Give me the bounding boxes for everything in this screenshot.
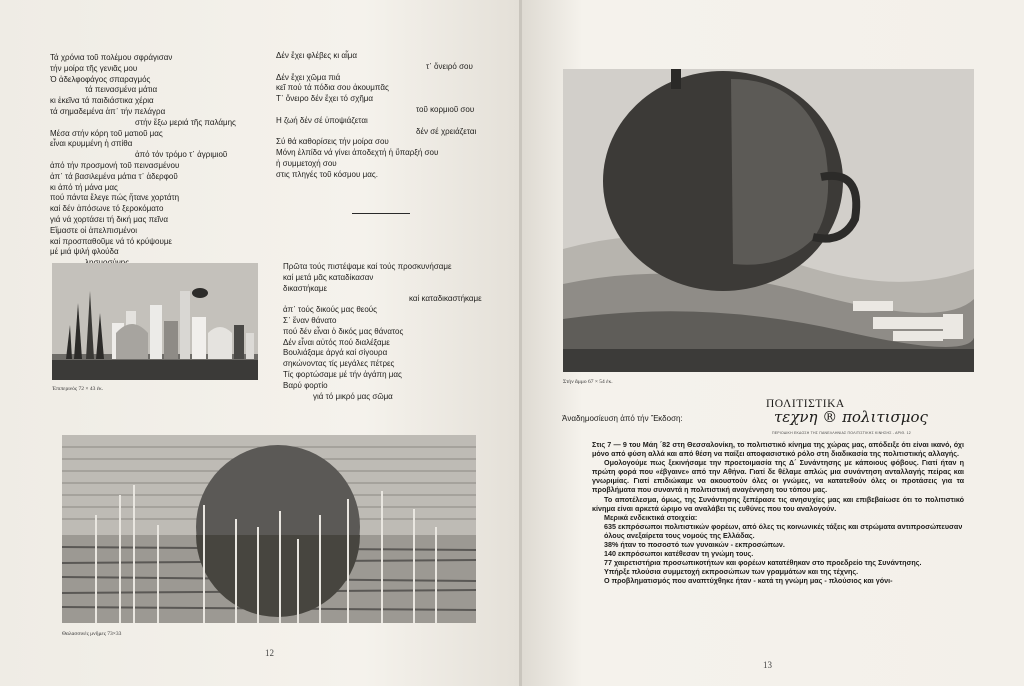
sea-tapestry-image bbox=[62, 435, 476, 623]
poem-line: μέ μιά ψιλή φλούδα bbox=[50, 247, 119, 257]
page-number-left: 12 bbox=[265, 648, 274, 658]
poem-line: δικαστήκαμε bbox=[283, 283, 328, 293]
poem-line: ἡ συμμετοχή σου bbox=[276, 158, 337, 168]
poem-line: κεῖ πού τά πόδια σου ἀκουμπᾶς bbox=[276, 83, 389, 93]
poem-line: τά πεινασμένα μάτια bbox=[85, 85, 158, 95]
poem-line: Βαρύ φορτίο bbox=[283, 380, 328, 390]
poem-line: σηκώνοντας τίς μεγάλες πέτρες bbox=[283, 359, 395, 369]
poem-line: Τά χρόνια τοῦ πολέμου σφράγισαν bbox=[50, 53, 173, 62]
poem-line: στήν ἔξω μεριά τῆς παλάμης bbox=[135, 117, 236, 127]
city-tapestry-image bbox=[52, 263, 258, 380]
page-number-right: 13 bbox=[763, 660, 772, 670]
sea-tapestry-drawing bbox=[62, 435, 476, 623]
article-stat: Υπήρξε πλούσια συμμετοχή εκπροσώπων των γραμμάτων και της τέχνης. bbox=[604, 567, 859, 577]
publisher-logo: τεχνη ® πολιτισμος bbox=[774, 408, 928, 426]
poem-line: ἀπ᾿ τούς δικούς μας θεούς bbox=[283, 305, 378, 315]
caption-sea: Θαλασσινές μνῆμες 73×33 bbox=[62, 631, 122, 637]
poem-top-right bbox=[276, 51, 476, 181]
article-stat: 38% ήταν το ποσοστό των γυναικών - εκπροσώπων. bbox=[604, 540, 785, 550]
poem-divider bbox=[352, 213, 410, 214]
caption-sand: Στήν ἄμμο 67 × 54 ἐκ. bbox=[563, 379, 613, 385]
poem-line: γιά τό μικρό μας σῶμα bbox=[313, 391, 393, 401]
poem-line: Ὁ ἀδελφοφάγος σπαραγμός bbox=[50, 74, 151, 84]
poem-line: Σύ θά καθορίσεις τήν μοίρα σου bbox=[276, 137, 389, 147]
poem-bottom-right bbox=[283, 262, 482, 402]
section-title: ΠΟΛΙΤΙΣΤΙΚΑ bbox=[766, 398, 845, 410]
poem-line: Δέν ἔχει χῶμα πιά bbox=[276, 72, 341, 82]
poem-top-left bbox=[50, 53, 236, 269]
poem-line: καί μετά μᾶς καταδίκασαν bbox=[283, 272, 374, 282]
poem-line: δέν σέ χρειάζεται bbox=[416, 126, 477, 136]
poem-line: ἀπ᾿ τά βασιλεμένα μάτια τ᾿ ἀδερφοῦ bbox=[50, 171, 178, 181]
poem-line: καί προσπαθοῦμε νά τό κρύψουμε bbox=[50, 236, 172, 246]
poem-line: Πρῶτα τούς πιστέψαμε καί τούς προσκυνήσαμε bbox=[283, 262, 452, 271]
article-paragraph: Το αποτέλεσμα, όμως, της Συνάντησης ξεπέρασε τις ανησυχίες μας και επιβεβαίωσε ότι το πολιτιστικό κίνημα είναι αρκετά ώριμο να αναλάβει τις ευθύνες που του αναλογούν. bbox=[592, 494, 964, 513]
poem-line: πού πάντα ἔλεγε πώς ἤτανε χορτάτη bbox=[50, 193, 180, 203]
poem-line: καί δέν ἀπόσωνε τό ξεροκόματο bbox=[50, 204, 164, 214]
poem-line: Βουλιάξαμε ἀργά καί σίγουρα bbox=[283, 348, 388, 358]
poem-line: τά σημαδεμένα ἀπ᾿ τήν πελάγρα bbox=[50, 106, 166, 116]
publisher-line: Ἀναδημοσίευση ἀπό τήν Ἔκδοση: bbox=[562, 414, 683, 423]
poem-line: τ᾿ ὄνειρό σου bbox=[426, 61, 473, 71]
poem-line: πού δέν εἶναι ὁ δικός μας θάνατος bbox=[283, 326, 404, 336]
poem-line: Δέν εἶναι αὐτός πού διαλέξαμε bbox=[283, 337, 390, 347]
poem-line: Δέν ἔχει φλέβες κι αἷμα bbox=[276, 51, 357, 60]
poem-line: κι ἀπό τή μάνα μας bbox=[50, 182, 118, 192]
article-paragraph: Ομολογούμε πως ξεκινήσαμε την προετοιμασία της Δ´ Συνάντησης με κάποιους φόβους. Γιατί ήταν η πρώτη φορά που «έβγαινε» από την Αθήνα. Γιατί δε θέλαμε απλώς μια συνάντηση ανταλλαγής πείρας και γνωριμίας. Γιατί επιδιώκαμε να ακουστούν όλες οι γνώμες, να κατατεθούν όλες οι προτάσεις για τα προβλήματα που συναντά η πολιτιστική αναγέννηση του τόπου μας. bbox=[592, 458, 964, 495]
article-stat: 140 εκπρόσωποι κατέθεσαν τη γνώμη τους. bbox=[604, 549, 754, 559]
poem-line: εἶναι κρυμμένη ἡ σπίθα bbox=[50, 139, 133, 149]
poem-line: τήν μοίρα τῆς γενιᾶς μου bbox=[50, 63, 138, 73]
article-stat: 77 χαιρετιστήρια προσωπικοτήτων και φορέων κατατέθηκαν στο προεδρείο της Συνάντησης. bbox=[604, 558, 922, 568]
poem-line: καί καταδικαστήκαμε bbox=[409, 294, 482, 304]
poem-line: Η ζωή δέν σέ ὑποψιάζεται bbox=[276, 115, 368, 125]
poem-line: Τίς φορτώσαμε μέ τήν ἀγάπη μας bbox=[283, 369, 402, 379]
poem-line: στις πληγές τοῦ κόσμου μας. bbox=[276, 169, 378, 179]
poem-line: Τ᾿ ὄνειρο δέν ἔχει τό σχῆμα bbox=[276, 94, 374, 104]
article-stat: 635 εκπρόσωποι πολιτιστικών φορέων, από όλες τις κοινωνικές τάξεις και στρώματα αντιπροσώπευσαν όλους ανεξαίρετα τους νομούς της Ελλάδας. bbox=[604, 521, 963, 540]
city-tapestry-drawing bbox=[52, 263, 258, 380]
poem-line: τοῦ κορμιοῦ σου bbox=[416, 104, 475, 114]
article-stat: Ο προβληματισμός που αναπτύχθηκε ήταν - κατά τη γνώμη μας - πλούσιος και γόνι- bbox=[604, 576, 893, 586]
poem-line: κι ἐκεῖνα τά παιδιάστικα χέρια bbox=[50, 96, 154, 106]
poem-line: γιά νά χορτάσει τή δική μας πεῖνα bbox=[50, 214, 169, 224]
caption-city: Ἐπιπερινός 72 × 43 ἐκ. bbox=[52, 386, 104, 392]
article-paragraph: Μερικά ενδεικτικά στοιχεία: bbox=[604, 512, 698, 522]
poem-line: ἀπό τόν τρόμο τ᾿ ἀγριμιοῦ bbox=[135, 150, 228, 160]
sand-tapestry-drawing bbox=[563, 69, 974, 372]
poem-line: Εἴμαστε οἱ ἀπελπισμένοι bbox=[50, 225, 138, 235]
poem-line: Μέσα στήν κόρη τοῦ ματιοῦ μας bbox=[50, 128, 163, 138]
publisher-subtitle: ΠΕΡΙΟΔΙΚΗ ΕΚΔΟΣΗ ΤΗΣ ΠΑΝΕΛΛΗΝΙΑΣ ΠΟΛΙΤΙΣΤΙΚΗΣ ΚΙΝΗΣΗΣ - ΑΡΙΘ. 12 bbox=[772, 431, 911, 435]
article-paragraph: Στις 7 — 9 του Μάη ´82 στη Θεσσαλονίκη, το πολιτιστικό κίνημα της χώρας μας, απόδειξε ότι είναι ικανό, όχι μόνο από φύση αλλά και από θέση να παίξει αποφασιστικό ρόλο στη διαδικασία της πολιτιστικής αλλαγής. bbox=[592, 440, 964, 459]
poem-line: ἀπό τήν προσμονή τοῦ πεινασμένου bbox=[50, 160, 180, 170]
article-body bbox=[592, 440, 964, 586]
right-page bbox=[522, 0, 1024, 686]
poem-line: Μόνη ἐλπίδα νά γίνει ἀποδεχτή ἡ ὕπαρξή σου bbox=[276, 148, 439, 158]
poem-line: Σ᾿ ἕναν θάνατο bbox=[283, 315, 337, 325]
sand-tapestry-image bbox=[563, 69, 974, 372]
